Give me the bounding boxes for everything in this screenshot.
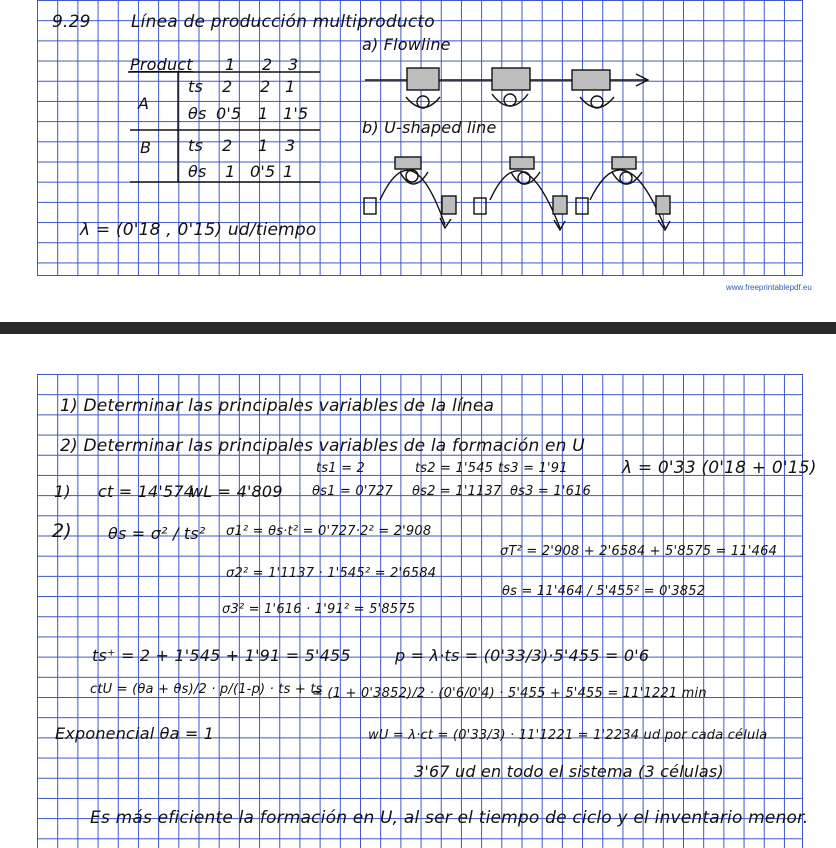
ts2-value: ts2 = 1'545	[415, 461, 494, 476]
ts1-value: ts1 = 2	[316, 461, 365, 476]
answer-1-label: 1)	[54, 482, 71, 501]
wu-calc: wU = λ·ct = (0'33/3) · 11'1221 = 1'2234 ud por cada célula	[368, 728, 768, 743]
ct-result: = (1 + 0'3852)/2 · (0'6/0'4) · 5'455 + 5'455 = 11'1221 min	[312, 686, 707, 701]
theta-total: θs = 11'464 / 5'455² = 0'3852	[502, 584, 706, 599]
line-sketches	[0, 0, 836, 322]
product-b-ts-1: 2	[222, 136, 233, 155]
theta1-value: θs1 = 0'727	[312, 484, 394, 499]
operator-icon	[406, 97, 440, 108]
station-box	[364, 198, 376, 214]
operator-icon	[492, 94, 528, 106]
question-1: 1) Determinar las principales variables de la línea	[60, 396, 495, 416]
product-b-ts-3: 3	[285, 136, 296, 155]
station-box	[553, 196, 567, 214]
ts3-value: ts3 = 1'91	[498, 461, 568, 476]
u-cell-arc	[380, 170, 445, 225]
product-a-name: A	[138, 94, 150, 113]
station-box	[395, 157, 421, 169]
table-header-1: 1	[225, 55, 236, 74]
answer-2-label: 2)	[52, 520, 72, 542]
product-b-theta-2: 0'5	[250, 162, 276, 181]
station-box	[510, 157, 534, 169]
station-box	[572, 70, 610, 90]
station-box	[474, 198, 486, 214]
product-a-theta-label: θs	[188, 104, 207, 123]
ts-total: ts⁺ = 2 + 1'545 + 1'91 = 5'455	[92, 646, 351, 665]
sigma1-calc: σ1² = θs·t² = 0'727·2² = 2'908	[226, 524, 432, 539]
table-header-3: 3	[288, 55, 299, 74]
theta-formula: θs = σ² / ts²	[108, 524, 206, 543]
operator-icon	[580, 97, 614, 108]
answer-1-wl: wL = 4'809	[190, 482, 283, 501]
sigma-total: σT² = 2'908 + 2'6584 + 5'8575 = 11'464	[500, 544, 778, 559]
flowline-sketch	[365, 68, 648, 108]
product-b-theta-label: θs	[188, 162, 207, 181]
sigma3-calc: σ3² = 1'616 · 1'91² = 5'8575	[222, 602, 416, 617]
problem-number: 9.29	[52, 12, 91, 32]
theta3-value: θs3 = 1'616	[510, 484, 592, 499]
page-separator	[0, 322, 836, 334]
u-line-sketch	[364, 157, 670, 230]
station-box	[576, 198, 588, 214]
station-box	[492, 68, 530, 90]
product-b-ts-label: ts	[188, 136, 204, 155]
station-box	[407, 68, 439, 90]
product-a-ts-3: 1	[285, 77, 296, 96]
product-b-theta-3: 1	[283, 162, 294, 181]
operator-icon	[612, 172, 642, 184]
table-header-label: Product	[130, 55, 193, 74]
conclusion: Es más eficiente la formación en U, al ser el tiempo de ciclo y el inventario menor.	[90, 808, 809, 828]
product-a-theta-1: 0'5	[216, 104, 242, 123]
theta2-value: θs2 = 1'1137	[412, 484, 502, 499]
product-a-ts-2: 2	[260, 77, 271, 96]
ct-formula: ctU = (θa + θs)/2 · p/(1-p) · ts + ts	[90, 682, 323, 697]
footer-url: www.freeprintablepdf.eu	[726, 283, 812, 292]
part-a-label: a) Flowline	[362, 35, 451, 54]
product-a-theta-3: 1'5	[283, 104, 309, 123]
product-b-ts-2: 1	[258, 136, 269, 155]
station-box	[612, 157, 636, 169]
sigma2-calc: σ2² = 1'1137 · 1'545² = 2'6584	[226, 566, 437, 581]
lambda-vector: λ = (0'18 , 0'15) ud/tiempo	[80, 220, 317, 240]
product-b-theta-1: 1	[225, 162, 236, 181]
table-header-2: 2	[262, 55, 273, 74]
product-a-ts-label: ts	[188, 77, 204, 96]
u-cell-arc	[490, 171, 560, 228]
station-box	[442, 196, 456, 214]
operator-icon	[504, 94, 516, 106]
notebook-page-bottom	[0, 334, 836, 848]
product-a-theta-2: 1	[258, 104, 269, 123]
u-cell-arrowhead	[440, 218, 451, 228]
question-2: 2) Determinar las principales variables de la formación en U	[60, 436, 585, 456]
station-box	[656, 196, 670, 214]
rho-calc: p = λ·ts = (0'33/3)·5'455 = 0'6	[395, 646, 650, 665]
part-b-label: b) U-shaped line	[362, 118, 497, 137]
product-b-name: B	[140, 138, 152, 157]
page-title: Línea de producción multiproducto	[131, 12, 435, 32]
answer-1-ct: ct = 14'574	[98, 482, 195, 501]
system-total: 3'67 ud en todo el sistema (3 células)	[414, 762, 724, 781]
table-lines	[128, 72, 320, 182]
product-a-ts-1: 2	[222, 77, 233, 96]
exponential-note: Exponencial θa = 1	[55, 724, 215, 743]
u-cell-arc	[590, 170, 665, 228]
notebook-page-top	[0, 0, 836, 322]
lambda-line: λ = 0'33 (0'18 + 0'15)	[622, 458, 817, 478]
